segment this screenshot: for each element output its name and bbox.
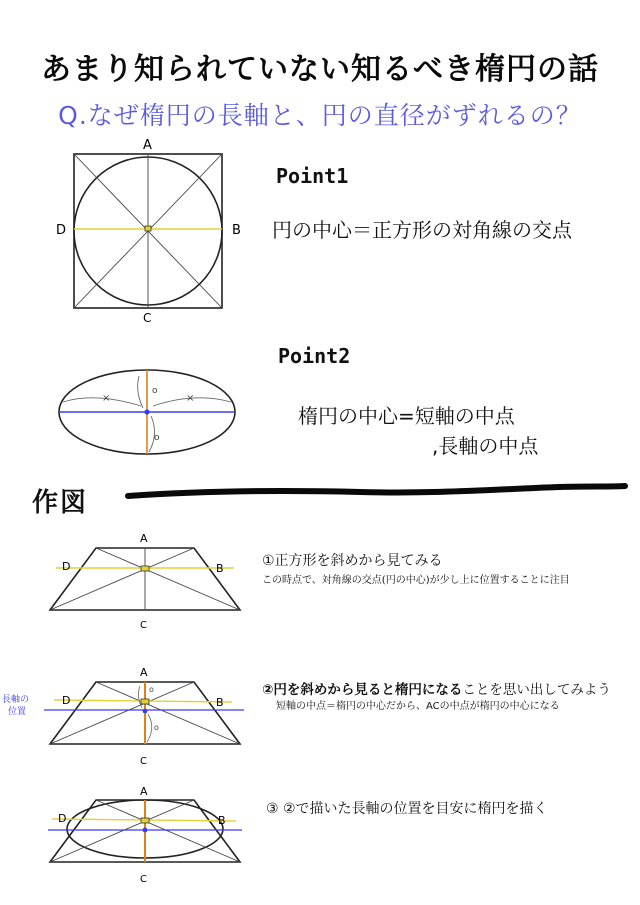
- vertex-label-b: B: [216, 696, 224, 709]
- diagonal-line: [96, 800, 240, 862]
- vertex-label-d: D: [62, 694, 71, 707]
- center-point: [141, 566, 149, 571]
- step2-text-bold: ②円を斜めから見ると楕円になる: [262, 682, 463, 698]
- equal-mark-left: ×: [102, 393, 111, 404]
- page-title: あまり知られていない知るべき楕円の話: [41, 52, 599, 87]
- ellipse-center-point: [143, 828, 148, 833]
- point2-line2: ,長軸の中点: [432, 434, 539, 458]
- vertex-label-a: A: [140, 786, 148, 798]
- center-point: [144, 409, 149, 414]
- step1-figure: [44, 528, 250, 634]
- point1-figure: [50, 134, 250, 324]
- arc-upper: [138, 376, 143, 408]
- side-note-line2: 位置: [8, 707, 27, 717]
- ellipse-center-point: [143, 709, 148, 714]
- step2-figure: [44, 662, 250, 772]
- step2-text: [262, 678, 611, 698]
- point1-label: Point1: [276, 164, 349, 188]
- brush-stroke: [120, 478, 632, 508]
- equal-mark-right: ×: [186, 393, 195, 404]
- vertex-label-a: A: [143, 138, 152, 153]
- vertex-label-d: D: [58, 812, 67, 825]
- diagonal-line: [96, 682, 240, 744]
- vertex-label-c: C: [140, 620, 147, 631]
- point2-figure: [55, 362, 245, 462]
- equal-mark-upper: o: [152, 386, 158, 396]
- step2-text-rest: ことを思い出してみよう: [462, 682, 611, 698]
- equal-mark-upper: o: [149, 685, 154, 694]
- vertex-label-a: A: [140, 666, 148, 679]
- vertex-label-c: C: [143, 311, 152, 324]
- diagonal-line: [50, 548, 194, 610]
- vertex-label-b: B: [218, 814, 226, 827]
- vertex-label-a: A: [140, 532, 148, 545]
- point2-line1: 楕円の中心=短軸の中点: [298, 404, 515, 428]
- step3-figure: [44, 786, 250, 886]
- point1-text: 円の中心＝正方形の対角線の交点: [272, 218, 572, 242]
- diagonal-intersection: [141, 699, 149, 704]
- vertex-label-b: B: [232, 223, 241, 238]
- side-note-line1: 長軸の: [2, 695, 30, 705]
- equal-mark-lower: o: [154, 723, 159, 732]
- step1-note: この時点で、対角線の交点(円の中心)が少し上に位置することに注目: [262, 575, 570, 586]
- diagonal-intersection: [141, 818, 149, 823]
- equal-mark-lower: o: [154, 433, 160, 443]
- diagonal-line: [50, 800, 194, 862]
- major-axis-side-note: [2, 694, 29, 718]
- vertex-label-c: C: [140, 874, 147, 885]
- step3-text: ③ ②で描いた長軸の位置を目安に楕円を描く: [266, 801, 548, 817]
- vertex-label-d: D: [56, 223, 67, 238]
- arc-lower: [147, 714, 152, 742]
- step2-note: 短軸の中点＝楕円の中心だから、ACの中点が楕円の中心になる: [276, 701, 560, 712]
- construction-heading: 作図: [32, 488, 89, 518]
- diagonal-line: [50, 682, 194, 744]
- vertex-label-c: C: [140, 756, 147, 767]
- vertex-label-d: D: [62, 560, 71, 573]
- step1-text: ①正方形を斜めから見てみる: [262, 553, 443, 569]
- question-heading: Q.なぜ楕円の長軸と、円の直径がずれるの？: [58, 101, 582, 130]
- vertex-label-b: B: [216, 562, 224, 575]
- diagonal-line: [96, 548, 240, 610]
- point2-label: Point2: [278, 344, 351, 368]
- center-point: [145, 226, 151, 231]
